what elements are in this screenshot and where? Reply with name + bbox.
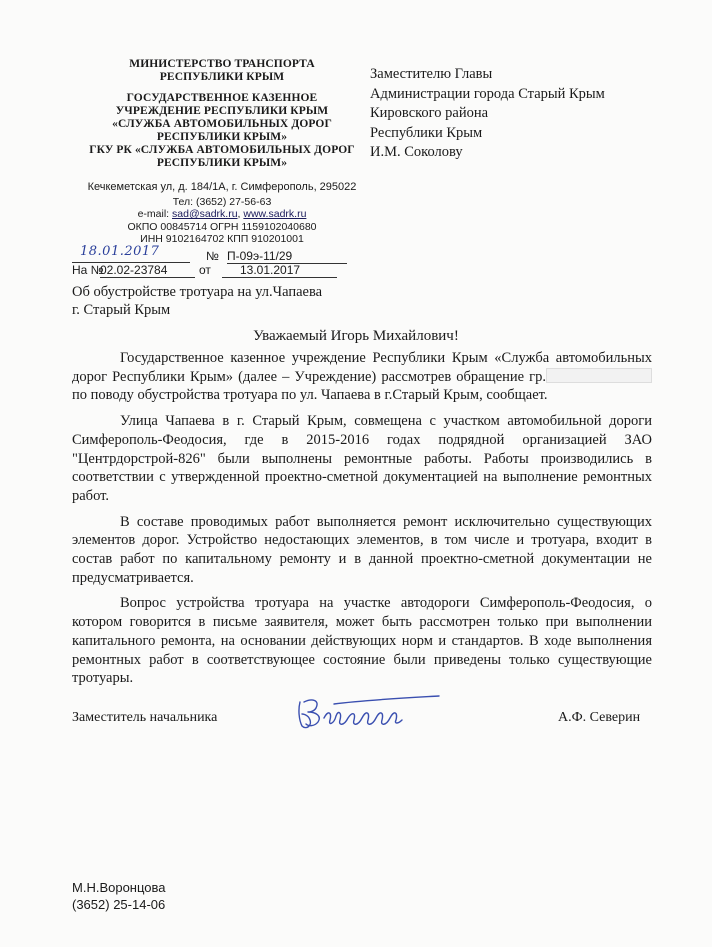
sender-address: Кечкеметская ул, д. 184/1А, г. Симферополь, 295022 [87,181,357,193]
greeting: Уважаемый Игорь Михайлович! [253,328,459,344]
executor-name: М.Н.Воронцова [72,880,166,895]
from-label: от [199,263,211,277]
in-reply-label: На № [72,263,104,277]
sender-contacts [72,181,372,246]
signatory-title: Заместитель начальника [72,710,218,725]
executor-block [72,879,166,913]
sender-codes-2: ИНН 9102164702 КПП 910201001 [140,233,304,245]
subject-line-1: Об обустройстве тротуара на ул.Чапаева [72,284,323,300]
body-p1-part-a: Государственное казенное учреждение Республики Крым «Служба автомобильных дорог Республики Крым» (далее – Учреждение) рассмотрев обращение гр. [72,350,652,385]
website-link[interactable]: www.sadrk.ru [243,208,307,220]
org-line: ГОСУДАРСТВЕННОЕ КАЗЕННОЕ [126,92,318,104]
org-line: РЕСПУБЛИКИ КРЫМ» [156,131,288,143]
outgoing-number: П-09э-11/29 [227,249,347,264]
org-line: РЕСПУБЛИКИ КРЫМ» [156,157,288,169]
in-reply-number: 02.02-23784 [100,263,195,278]
signatory-name: А.Ф. Северин [558,710,641,725]
org-line: «СЛУЖБА АВТОМОБИЛЬНЫХ ДОРОГ [112,118,332,130]
redacted-name [546,368,652,383]
org-line: МИНИСТЕРСТВО ТРАНСПОРТА [129,58,315,70]
number-label: № [206,249,219,263]
recipient-line: И.М. Соколову [370,144,463,160]
org-line: РЕСПУБЛИКИ КРЫМ [159,71,285,83]
recipient-line: Заместителю Главы [370,66,493,82]
body-paragraph-1 [72,349,652,405]
letter-subject [72,284,392,319]
recipient-block [370,65,690,163]
body-paragraph-2: Улица Чапаева в г. Старый Крым, совмещена с участком автомобильной дороги Симферополь-Феодосия, где в 2015-2016 годах подрядной организацией ЗАО "Центрдорстрой-826" были выполнены ремонтные работы. Работы производились в соответствии с утвержденной проектно-сметной документацией на выполнение ремонтных работ. [72,413,652,504]
recipient-line: Республики Крым [370,124,483,141]
handwritten-signature [294,690,444,735]
executor-phone: (3652) 25-14-06 [72,897,166,912]
sender-codes-1: ОКПО 00845714 ОГРН 1159102040680 [127,220,317,233]
in-reply-date: 13.01.2017 [222,263,337,278]
sender-phone: Тел: (3652) 27-56-63 [172,195,272,208]
email-link[interactable]: sad@sadrk.ru [172,208,238,220]
handwritten-date: 18.01.2017 [80,244,160,259]
sender-web: e-mail: sad@sadrk.ru, www.sadrk.ru [137,208,307,220]
body-paragraph-3: В составе проводимых работ выполняется ремонт исключительно существующих элементов дорог. Устройство недостающих элементов, в том числе и тротуара, входит в состав работ по капитальному ремонту и в данной проектно-сметной документации не предусматривается. [72,513,652,586]
org-line: ГКУ РК «СЛУЖБА АВТОМОБИЛЬНЫХ ДОРОГ [89,144,355,156]
body-paragraph-4: Вопрос устройства тротуара на участке автодороги Симферополь-Феодосия, о котором говорится в письме заявителя, может быть рассмотрен только при выполнении капитального ремонта, на основании действующих норм и стандартов. В ходе выполнения ремонтных работ в соответствующее состояние были приведены только существующие тротуары. [72,595,652,687]
body-p1-part-b: по поводу обустройства тротуара по ул. Чапаева в г.Старый Крым, сообщает. [72,387,548,404]
subject-line-2: г. Старый Крым [72,301,171,318]
email-label: e-mail: [137,208,170,220]
recipient-line: Администрации города Старый Крым [370,85,605,102]
recipient-line: Кировского района [370,105,489,121]
sender-organization-header [72,58,372,170]
org-line: УЧРЕЖДЕНИЕ РЕСПУБЛИКИ КРЫМ [115,105,329,117]
letter-body [72,349,652,695]
